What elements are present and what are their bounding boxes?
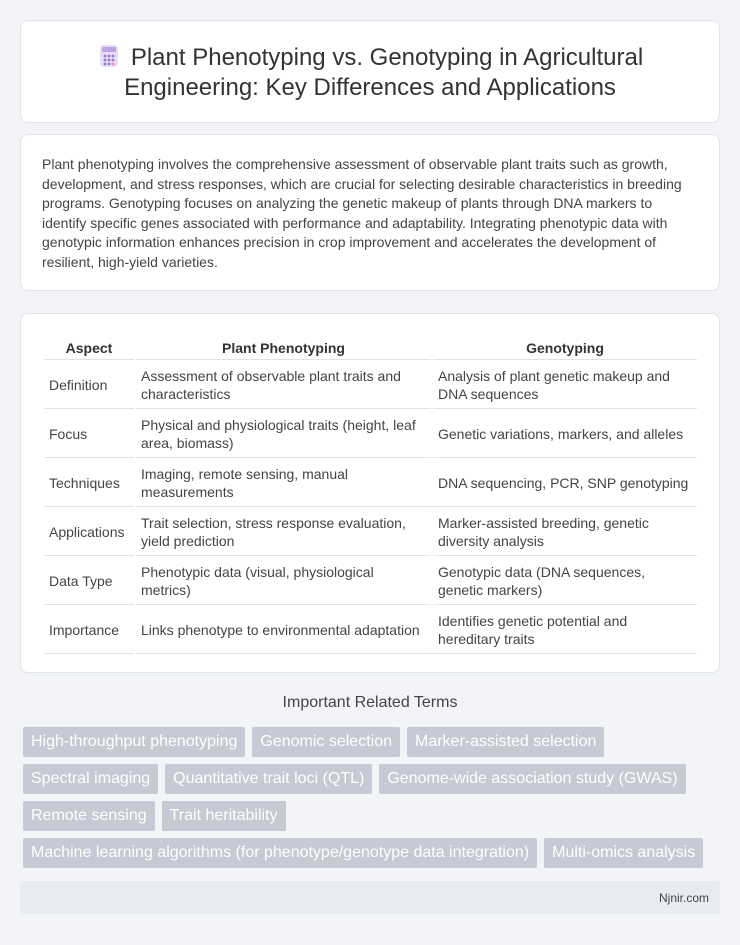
tag-genomic-selection[interactable]: Genomic selection xyxy=(252,727,400,757)
table-cell: Importance xyxy=(44,607,134,654)
intro-card xyxy=(20,134,720,291)
tag-machine-learning[interactable]: Machine learning algorithms (for phenotype/genotype data integration) xyxy=(23,838,537,868)
tag-marker-assisted-selection[interactable]: Marker-assisted selection xyxy=(407,727,604,757)
tag-trait-heritability[interactable]: Trait heritability xyxy=(162,801,286,831)
page-title xyxy=(61,43,679,103)
table-cell: Genotypic data (DNA sequences, genetic markers) xyxy=(433,558,697,605)
footer-site-link[interactable]: Njnir.com xyxy=(658,891,709,905)
table-cell: Identifies genetic potential and hereditary traits xyxy=(433,607,697,654)
comparison-card xyxy=(20,313,720,673)
table-cell: Imaging, remote sensing, manual measurements xyxy=(136,460,431,507)
tag-spectral-imaging[interactable]: Spectral imaging xyxy=(23,764,158,794)
table-row xyxy=(44,607,697,654)
table-cell: Marker-assisted breeding, genetic diversity analysis xyxy=(433,509,697,556)
related-terms-list xyxy=(23,727,723,875)
title-text: Plant Phenotyping vs. Genotyping in Agricultural Engineering: Key Differences and Applications xyxy=(124,44,644,101)
footer xyxy=(20,881,720,914)
table-cell: Data Type xyxy=(44,558,134,605)
tag-multi-omics[interactable]: Multi-omics analysis xyxy=(544,838,703,868)
title-card xyxy=(20,20,720,123)
tag-row xyxy=(23,838,723,875)
table-row xyxy=(44,509,697,556)
table-cell: Applications xyxy=(44,509,134,556)
header-genotyping: Genotyping xyxy=(433,336,697,360)
header-aspect: Aspect xyxy=(44,336,134,360)
table-cell: Physical and physiological traits (height, leaf area, biomass) xyxy=(136,411,431,458)
header-phenotyping: Plant Phenotyping xyxy=(136,336,431,360)
tag-gwas[interactable]: Genome-wide association study (GWAS) xyxy=(379,764,685,794)
table-cell: Genetic variations, markers, and alleles xyxy=(433,411,697,458)
tag-qtl[interactable]: Quantitative trait loci (QTL) xyxy=(165,764,372,794)
table-row xyxy=(44,460,697,507)
related-terms-heading: Important Related Terms xyxy=(282,694,458,711)
table-cell: Assessment of observable plant traits and characteristics xyxy=(136,362,431,409)
comparison-table xyxy=(42,334,699,656)
tag-row xyxy=(23,801,723,838)
table-cell: Links phenotype to environmental adaptation xyxy=(136,607,431,654)
tag-row xyxy=(23,764,723,801)
table-cell: Techniques xyxy=(44,460,134,507)
table-cell: DNA sequencing, PCR, SNP genotyping xyxy=(433,460,697,507)
table-row xyxy=(44,558,697,605)
table-cell: Focus xyxy=(44,411,134,458)
table-row xyxy=(44,362,697,409)
intro-paragraph: Plant phenotyping involves the comprehensive assessment of observable plant traits such as growth, development, and stress responses, which are crucial for selecting desirable characteristics in breeding programs. Genotyping focuses on analyzing the genetic makeup of plants through DNA markers to identify specific genes associated with performance and adaptability. Integrating phenotypic data with genotypic information enhances precision in crop improvement and accelerates the development of resilient, high-yield varieties. xyxy=(42,156,682,270)
table-cell: Analysis of plant genetic makeup and DNA sequences xyxy=(433,362,697,409)
table-cell: Trait selection, stress response evaluation, yield prediction xyxy=(136,509,431,556)
calculator-icon xyxy=(97,44,121,68)
tag-row xyxy=(23,727,723,764)
table-header-row xyxy=(44,336,697,360)
tag-high-throughput-phenotyping[interactable]: High-throughput phenotyping xyxy=(23,727,245,757)
table-cell: Phenotypic data (visual, physiological metrics) xyxy=(136,558,431,605)
tag-remote-sensing[interactable]: Remote sensing xyxy=(23,801,155,831)
table-row xyxy=(44,411,697,458)
table-cell: Definition xyxy=(44,362,134,409)
